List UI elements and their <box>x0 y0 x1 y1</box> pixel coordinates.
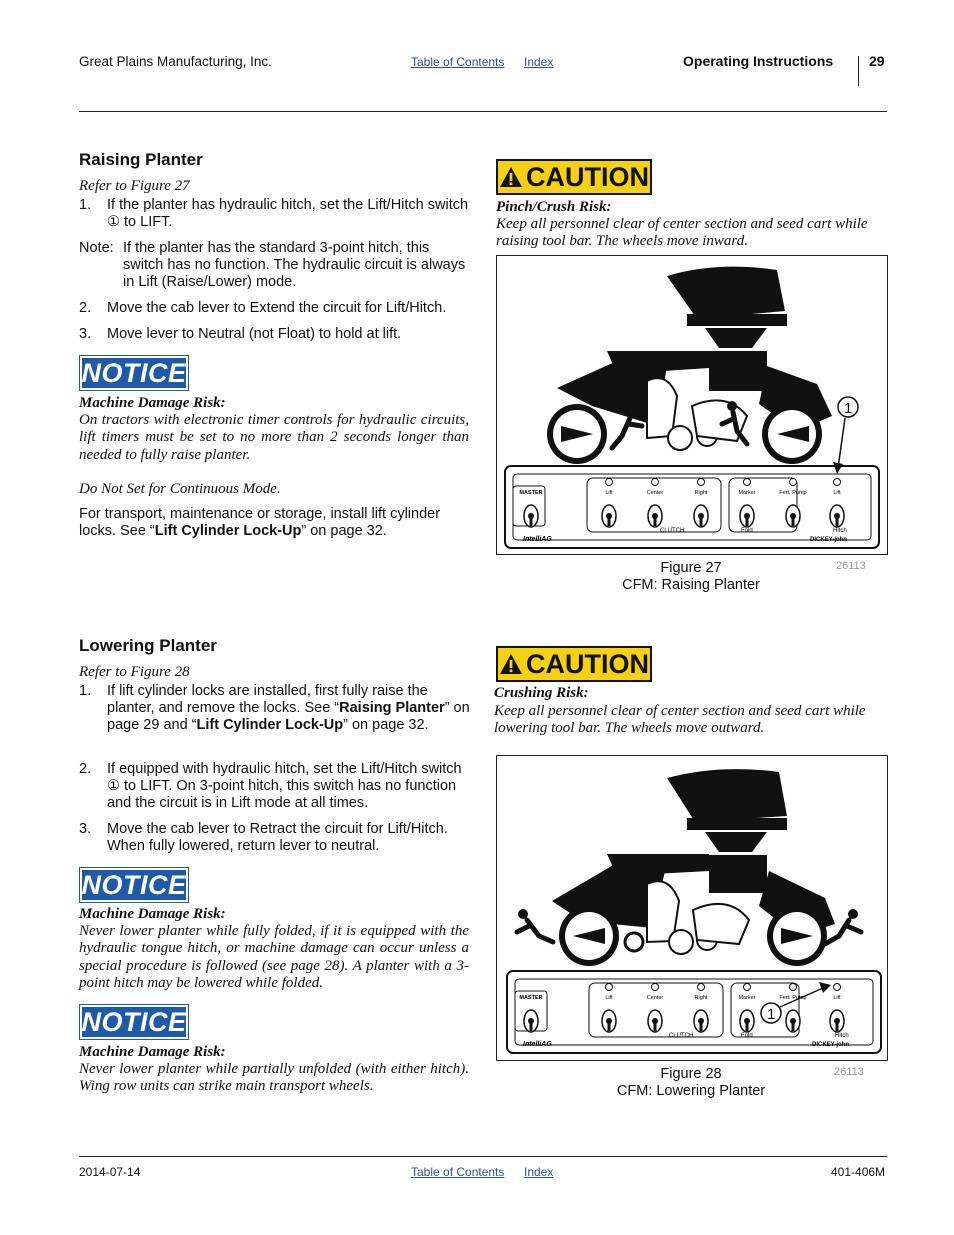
raising-step-1: 1. If the planter has hydraulic hitch, set the Lift/Hitch switch ① to LIFT. <box>79 197 469 230</box>
raising-transport-note: For transport, maintenance or storage, install lift cylinder locks. See “Lift Cylinder Lock-Up” on page 32. <box>79 506 441 539</box>
figure-27-part-number: 26113 <box>836 560 866 572</box>
svg-text:Fold: Fold <box>741 528 753 534</box>
section-title: Operating Instructions <box>683 53 834 69</box>
raising-caution-body: Keep all personnel clear of center section and seed cart while raising tool bar. The wheels move inward. <box>496 216 868 250</box>
svg-text:IntelliAG: IntelliAG <box>523 536 552 543</box>
warning-triangle-icon <box>499 653 523 675</box>
svg-text:Fold: Fold <box>741 1033 753 1039</box>
svg-text:CLUTCH: CLUTCH <box>669 1033 694 1039</box>
figure-27-caption: Figure 27 CFM: Raising Planter <box>622 560 760 593</box>
svg-text:Lift: Lift <box>605 490 613 496</box>
raising-heading: Raising Planter <box>79 150 203 169</box>
planter-lowering-illustration <box>497 756 887 1060</box>
svg-text:MASTER: MASTER <box>519 995 543 1001</box>
svg-text:Center: Center <box>646 490 664 496</box>
lowering-notice1-body: Never lower planter while fully folded, if it is equipped with the hydraulic tongue hitch, or machine damage can occur unless a special procedure is followed (see page 28). A planter with a 3-point hitch may be lowered while folded. <box>79 923 469 992</box>
raising-caution-title: Pinch/Crush Risk: <box>496 199 612 215</box>
raising-notice-title: Machine Damage Risk: <box>79 395 226 411</box>
svg-text:DICKEY-john: DICKEY-john <box>810 537 847 543</box>
svg-text:Hitch: Hitch <box>833 528 847 534</box>
lowering-step-2: 2. If equipped with hydraulic hitch, set the Lift/Hitch switch ① to LIFT. On 3-point hitch, this switch has no function and the circuit is in Lift mode at all times. <box>79 761 462 811</box>
toc-link-footer[interactable]: Table of Contents <box>411 1165 505 1179</box>
notice-badge-raising: NOTICE <box>80 356 188 390</box>
lowering-step-1: 1. If lift cylinder locks are installed, first fully raise the planter, and remove the locks. See “Raising Planter” on page 29 and “Lift Cylinder Lock-Up” on page 32. <box>79 683 470 733</box>
figure-27 <box>496 255 888 555</box>
svg-text:IntelliAG: IntelliAG <box>523 1041 552 1048</box>
lift-lockup-link[interactable]: Lift Cylinder Lock-Up <box>154 523 302 539</box>
svg-text:Right: Right <box>694 490 708 496</box>
footer-doc-number: 401-406M <box>831 1165 886 1179</box>
control-panel <box>507 971 881 1053</box>
svg-text:Fert. Pump: Fert. Pump <box>779 490 807 496</box>
caution-badge-lowering: CAUTION <box>496 646 652 682</box>
svg-text:Fert. Pump: Fert. Pump <box>779 995 807 1001</box>
raising-note: Note: If the planter has the standard 3-point hitch, this switch has no function. The hydraulic circuit is always in Lift (Raise/Lower) mode. <box>79 240 466 290</box>
lowering-step-3: 3. Move the cab lever to Retract the circuit for Lift/Hitch. When fully lowered, return lever to neutral. <box>79 821 448 854</box>
lowering-caution-title: Crushing Risk: <box>494 685 589 701</box>
svg-text:1: 1 <box>844 400 853 417</box>
header-rule <box>79 111 887 112</box>
svg-text:1: 1 <box>767 1006 776 1023</box>
lift-lockup-link-2[interactable]: Lift Cylinder Lock-Up <box>196 717 344 733</box>
svg-text:Right: Right <box>694 995 708 1001</box>
svg-text:DICKEY-john: DICKEY-john <box>812 1042 849 1048</box>
planter-raising-illustration <box>497 256 887 554</box>
lowering-caution-body: Keep all personnel clear of center section and seed cart while lowering tool bar. The wheels move outward. <box>494 703 866 737</box>
raising-planter-link[interactable]: Raising Planter <box>339 700 445 716</box>
header-divider <box>858 56 859 86</box>
warning-triangle-icon <box>499 166 523 188</box>
raising-notice-extra: Do Not Set for Continuous Mode. <box>79 481 281 497</box>
index-link-footer[interactable]: Index <box>524 1165 554 1179</box>
footer-date: 2014-07-14 <box>79 1165 141 1179</box>
svg-text:Lift: Lift <box>833 995 841 1001</box>
notice-badge-lowering-2: NOTICE <box>80 1005 188 1039</box>
caution-badge-raising: CAUTION <box>496 159 652 195</box>
person-left-icon <box>517 909 553 942</box>
page-number: 29 <box>869 53 885 69</box>
index-link-header[interactable]: Index <box>524 55 554 69</box>
svg-text:Lift: Lift <box>605 995 613 1001</box>
toc-link-header[interactable]: Table of Contents <box>411 55 505 69</box>
raising-step-2: 2. Move the cab lever to Extend the circuit for Lift/Hitch. <box>79 300 447 316</box>
company-name: Great Plains Manufacturing, Inc. <box>79 54 272 69</box>
svg-text:Center: Center <box>646 995 664 1001</box>
footer-rule <box>79 1156 887 1157</box>
svg-text:Marker: Marker <box>738 995 756 1001</box>
raising-step-3: 3. Move lever to Neutral (not Float) to hold at lift. <box>79 326 402 342</box>
lowering-notice1-title: Machine Damage Risk: <box>79 906 226 922</box>
seed-hopper <box>667 769 787 822</box>
raising-notice-body: On tractors with electronic timer controls for hydraulic circuits, lift timers must be set to no more than 2 seconds longer than needed to fully raise planter. <box>79 412 469 463</box>
lowering-notice2-body: Never lower planter while partially unfolded (with either hitch). Wing row units can strike main transport wheels. <box>79 1061 469 1095</box>
svg-text:MASTER: MASTER <box>519 490 543 496</box>
figure-28-caption: Figure 28 CFM: Lowering Planter <box>616 1066 766 1099</box>
figure-28 <box>496 755 888 1061</box>
svg-text:Marker: Marker <box>738 490 756 496</box>
raising-refer: Refer to Figure 27 <box>79 178 190 194</box>
seed-hopper <box>667 267 785 319</box>
figure-28-part-number: 26113 <box>834 1066 864 1078</box>
svg-text:Hitch: Hitch <box>835 1033 849 1039</box>
lowering-refer: Refer to Figure 28 <box>79 664 190 680</box>
svg-text:Lift: Lift <box>833 490 841 496</box>
notice-badge-lowering-1: NOTICE <box>80 868 188 902</box>
lowering-heading: Lowering Planter <box>79 636 217 655</box>
control-panel <box>505 466 879 548</box>
lowering-notice2-title: Machine Damage Risk: <box>79 1044 226 1060</box>
svg-text:CLUTCH: CLUTCH <box>660 528 685 534</box>
